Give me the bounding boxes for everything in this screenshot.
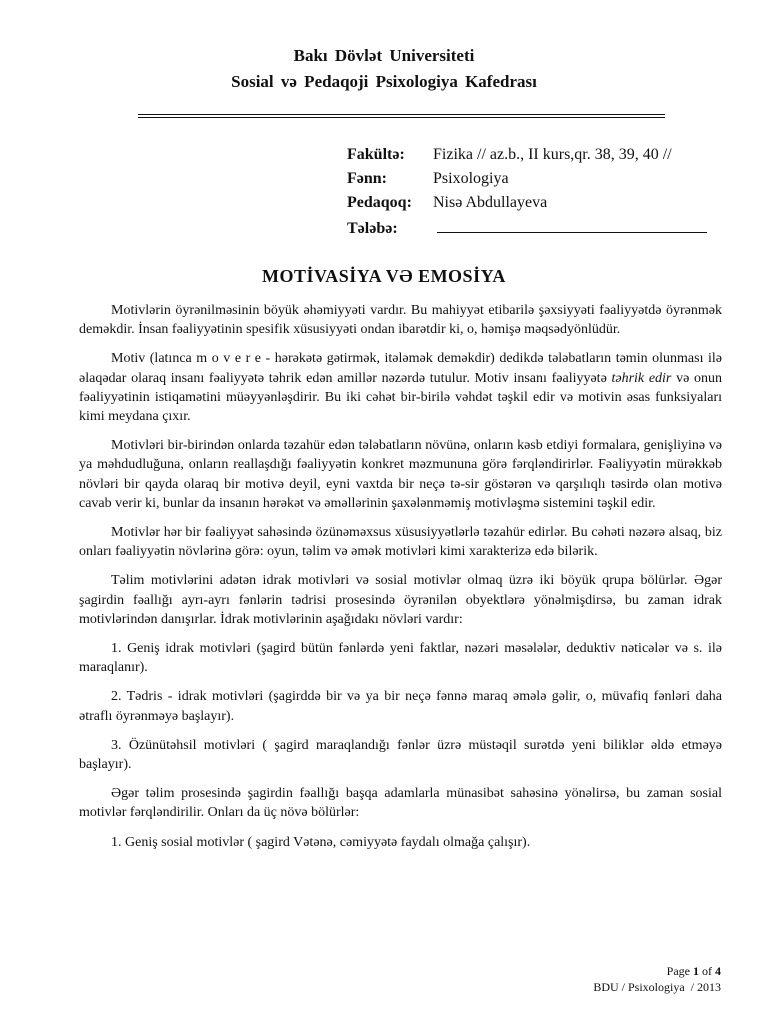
header-rule-bottom	[138, 117, 665, 118]
list-item: 2. Tədris - idrak motivləri (şagirddə bir və ya bir neçə fənnə maraq əmələ gəlir, o, müvafiq fənləri daha ətraflı öyrənməyə başlayır).	[79, 689, 722, 724]
info-row-teacher	[347, 194, 707, 218]
info-value: Nisə Abdullayeva	[433, 194, 548, 211]
page-label: Page	[666, 964, 690, 978]
page-total: 4	[715, 964, 721, 978]
info-value: Fizika // az.b., II kurs,qr. 38, 39, 40 //	[433, 146, 672, 163]
student-name-blank	[437, 218, 707, 233]
page-of: of	[702, 964, 712, 978]
footer-source: BDU / Psixologiya / 2013	[593, 980, 721, 994]
paragraph-text: Motiv (latınca m o v e r e - hərəkətə gətirmək, itələmək deməkdir) dedikdə tələbatların təmin olunması ilə əlaqədar olaraq insanı fəaliyyətə təhrik edən amillər nəzərdə tutulur. Motiv insanı fəaliyyətə	[79, 351, 722, 386]
university-name: Bakı Dövlət Universiteti	[293, 46, 475, 65]
paragraph: Motivlər hər bir fəaliyyət sahəsində özünəməxsus xüsusiyyətlərlə təzahür edirlər. Bu cəhəti nəzərə alsaq, biz onları fəaliyyətin növlərinə görə: oyun, təlim və əmək motivləri kimi xarakterizə edə bilərik.	[79, 525, 722, 560]
list-item: 1. Geniş idrak motivləri (şagird bütün fənlərdə yeni faktlar, nəzəri məsələlər, deduktiv nəticələr və s. ilə maraqlanır).	[79, 641, 722, 676]
paragraph-text: və onun fəaliyyətinin istiqamətini müəyyənləşdirir. Bu iki cəhət bir-birilə vəhdət təşkil edir və motivin əsas funksiyaları kimi meydana çıxır.	[79, 370, 722, 425]
header-rule-top	[138, 114, 665, 115]
info-value: Psixologiya	[433, 170, 509, 187]
list-item: 1. Geniş sosial motivlər ( şagird Vətənə, cəmiyyətə faydalı olmağa çalışır).	[111, 834, 531, 850]
document-header	[0, 43, 768, 95]
list-item: 3. Özünütəhsil motivləri ( şagird maraqlandığı fənlər üzrə müstəqil surətdə yeni biliklər əldə etməyə başlayır).	[79, 737, 722, 773]
info-label: Pedaqoq:	[347, 194, 412, 211]
info-row-faculty	[347, 146, 707, 170]
paragraph: Əgər təlim prosesində şagirdin fəallığı başqa adamlarla münasibət sahəsinə yönəlirsə, bu zaman sosial motivlər fərqləndirilir. Onları da üç növə bölürlər:	[79, 786, 722, 821]
paragraph: Təlim motivlərini adətən idrak motivləri və sosial motivlər olmaq üzrə iki böyük qrupa bölürlər. Əgər şagirdin fəallığı ayrı-ayrı fənlərin tədrisi prosesində öyrənilən obyektlərə yönəlmişdirsə, bu zaman idrak motivlərindən danışırlar. İdrak motivlərinin aşağıdakı növləri vardır:	[79, 573, 722, 627]
course-info	[347, 146, 707, 242]
page-current: 1	[693, 964, 699, 978]
document-body	[79, 301, 722, 862]
info-label: Fənn:	[347, 170, 387, 187]
info-label: Fakültə:	[347, 146, 405, 163]
info-row-subject	[347, 170, 707, 194]
info-label: Tələbə:	[347, 220, 398, 237]
page-footer	[593, 963, 721, 995]
emphasis-text: təhrik edir	[611, 370, 672, 386]
page-number	[593, 963, 721, 979]
department-name: Sosial və Pedaqoji Psixologiya Kafedrası	[231, 72, 537, 91]
paragraph	[79, 349, 722, 426]
paragraph: Motivlərin öyrənilməsinin böyük əhəmiyyəti vardır. Bu mahiyyət etibarilə şəxsiyyəti fəaliyyətdə öyrənmək deməkdir. İnsan fəaliyyətinin spesifik xüsusiyyəti ondan ibarətdir ki, o, həmişə məqsədyönlüdür.	[79, 303, 722, 338]
paragraph: Motivləri bir-birindən onlarda təzahür edən tələbatların növünə, onların kəsb etdiyi formalara, genişliyinə və ya məhdudluğuna, onların reallaşdığı fəaliyyətin konkret məzmununa görə fərqləndirirlər. Fəaliyyətin mürəkkəb növləri bir qayda olaraq bir motivə deyil, eyni vaxtda bir neçə tə-sir göstərən və qarşılıqlı təsirdə olan motivə cavab verir ki, bunlar da insanın hərəkət və əməllərinin şaxələnməmiş motivləşmə sistemini təşkil edir.	[79, 438, 722, 511]
info-row-student	[347, 218, 707, 242]
document-title: MOTİVASİYA VƏ EMOSİYA	[262, 266, 506, 286]
